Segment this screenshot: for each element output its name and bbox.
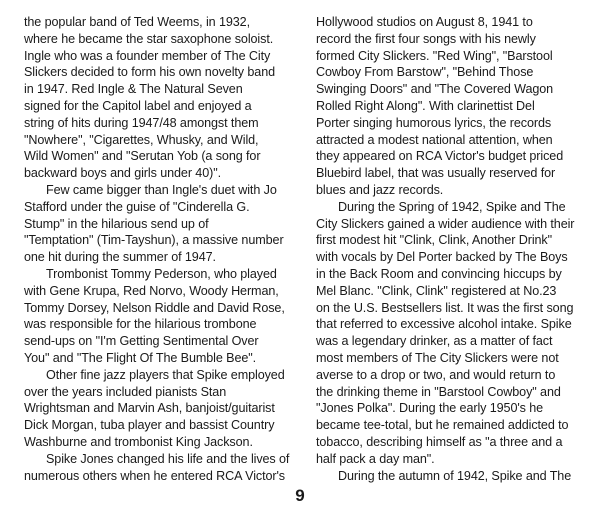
left-column — [24, 14, 292, 484]
paragraph-ted-weems: the popular band of Ted Weems, in 1932, where he became the star saxophone soloist. Ingle who was a founder member of The City Slickers decided to form his own novelty band in 1947. Red Ingle & The Natural Seven signed for the Capitol label and enjoyed a string of hits during 1947/48 amongst them "Nowhere", "Cigarettes, Whusky, and Wild, Wild Women" and "Serutan Yob (a song for backward boys and girls under 40)". — [24, 15, 276, 181]
paragraph-autumn-1942: During the autumn of 1942, Spike and The — [338, 468, 572, 483]
paragraph-tommy-pederson: Trombonist Tommy Pederson, who played with Gene Krupa, Red Norvo, Woody Herman, Tommy Dorsey, Nelson Riddle and David Rose, was responsible for the hilarious trombone send-ups on "I'm Getting Sentimental Over You" and "The Flight Of The Bumble Bee". — [24, 266, 285, 365]
paragraph-hollywood-studios: Hollywood studios on August 8, 1941 to record the first four songs with his newly formed City Slickers. "Red Wing", "Barstool Cowboy From Barstow", "Behind Those Swinging Doors" and "The Covered Wagon Rolled Right Along". With clarinettist Del Porter singing humorous lyrics, the records attracted a modest national attention, when they appeared on RCA Victor's budget priced Bluebird label, that was usually reserved for blues and jazz records. — [316, 15, 564, 197]
paragraph-spring-1942: During the Spring of 1942, Spike and The City Slickers gained a wider audience with their first modest hit "Clink, Clink, Another Drink" with vocals by Del Porter backed by The Boys in the Back Room and convincing hiccups by Mel Blanc. "Clink, Clink" registered at No.23 on the U.S. Bestsellers list. It was the first song that referred to excessive alcohol intake. Spike was a legendary drinker, as a matter of fact most members of The City Slickers were not averse to a drop or two, and would return to the drinking theme in "Barstool Cowboy" and "Jones Polka". During the early 1950's he became tee-total, but he remained addicted to tobacco, describing himself as "a three and a half pack a day man". — [316, 199, 575, 466]
right-column — [316, 14, 584, 484]
paragraph-jazz-players: Other fine jazz players that Spike employed over the years included pianists Stan Wrightsman and Marvin Ash, banjoist/guitarist Dick Morgan, tuba player and bassist Country Washburne and trombonist King Jackson. — [24, 367, 285, 449]
paragraph-rca-victor-start: Spike Jones changed his life and the lives of numerous others when he entered RCA Victor's — [24, 451, 290, 483]
paragraph-jo-stafford-duet: Few came bigger than Ingle's duet with Jo Stafford under the guise of "Cinderella G. Stump" in the hilarious send up of "Temptation" (Tim-Tayshun), a massive number one hit during the summer of 1947. — [24, 182, 284, 265]
page-number: 9 — [295, 486, 305, 505]
